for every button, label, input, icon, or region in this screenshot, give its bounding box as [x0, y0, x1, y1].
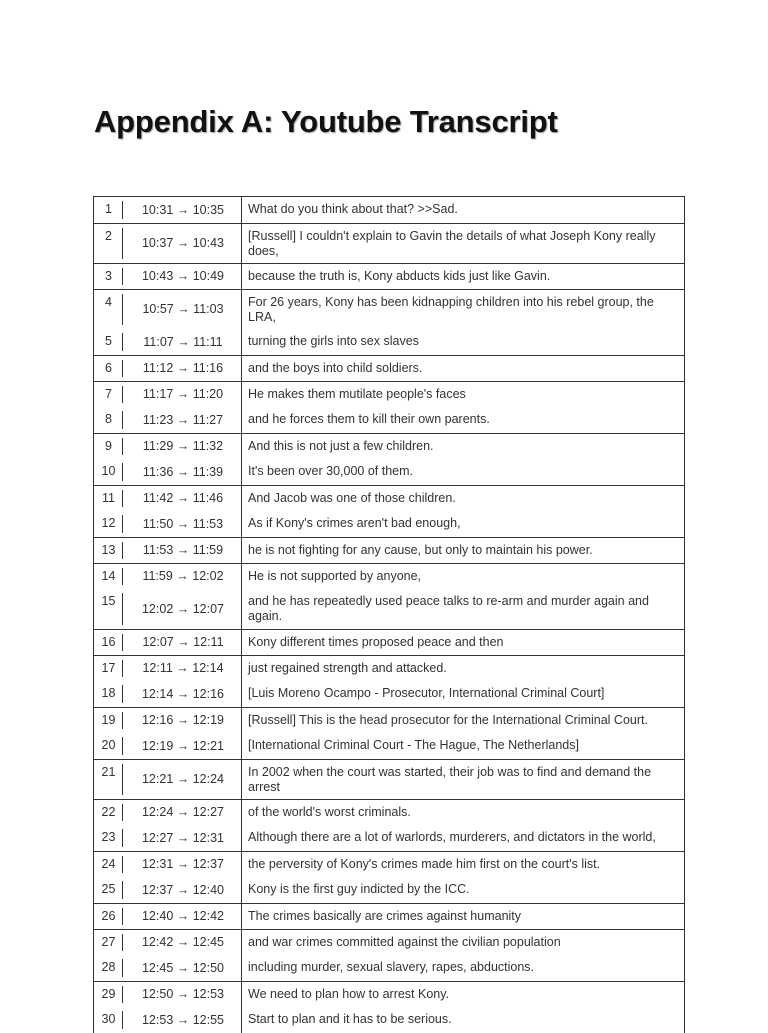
row-number: 15 — [93, 589, 123, 629]
transcript-row — [93, 511, 684, 537]
row-timestamp: 12:40 → 12:42 — [141, 909, 224, 923]
transcript-row — [93, 589, 684, 629]
transcript-row — [93, 655, 684, 681]
row-timestamp: 11:42 → 11:46 — [142, 491, 224, 505]
row-timestamp: 12:42 → 12:45 — [141, 935, 224, 949]
row-timestamp: 12:37 → 12:40 — [141, 882, 224, 897]
row-timestamp: 11:29 → 11:32 — [142, 439, 224, 453]
row-number: 5 — [93, 329, 123, 355]
row-timestamp: 11:07 → 11:11 — [143, 334, 223, 349]
row-timestamp: 12:21 → 12:24 — [141, 772, 224, 786]
transcript-row — [93, 825, 684, 851]
row-timestamp: 10:57 → 11:03 — [142, 302, 224, 316]
row-number: 17 — [93, 656, 123, 681]
row-caption-text: [International Criminal Court - The Hague, The Netherlands] — [241, 733, 684, 759]
row-caption-text: Kony is the first guy indicted by the ICC. — [241, 877, 684, 903]
row-timestamp: 11:59 → 12:02 — [142, 569, 224, 583]
row-number: 6 — [93, 356, 123, 381]
row-number: 27 — [93, 930, 123, 955]
row-caption-text: It's been over 30,000 of them. — [241, 459, 684, 485]
row-number: 26 — [93, 904, 123, 929]
row-number: 29 — [93, 982, 123, 1007]
row-caption-text: and war crimes committed against the civilian population — [241, 930, 684, 955]
transcript-row — [93, 1007, 684, 1033]
row-timestamp: 12:11 → 12:14 — [142, 661, 224, 675]
row-number: 8 — [93, 407, 123, 433]
transcript-row — [93, 681, 684, 707]
transcript-row — [93, 955, 684, 981]
row-number: 10 — [93, 459, 123, 485]
transcript-row — [93, 629, 684, 655]
row-timestamp: 11:53 → 11:59 — [142, 543, 224, 557]
row-caption-text: And Jacob was one of those children. — [241, 486, 684, 511]
transcript-row — [93, 355, 684, 381]
transcript-row — [93, 263, 684, 289]
row-number: 14 — [93, 564, 123, 589]
row-caption-text: We need to plan how to arrest Kony. — [241, 982, 684, 1007]
transcript-row — [93, 929, 684, 955]
row-timestamp: 11:50 → 11:53 — [142, 516, 224, 531]
row-caption-text: because the truth is, Kony abducts kids just like Gavin. — [241, 264, 684, 289]
row-number: 21 — [93, 760, 123, 799]
transcript-row — [93, 485, 684, 511]
row-number: 12 — [93, 511, 123, 537]
row-number: 2 — [93, 224, 123, 263]
transcript-row — [93, 381, 684, 407]
transcript-row — [93, 759, 684, 799]
row-number: 4 — [93, 290, 123, 329]
transcript-row — [93, 433, 684, 459]
row-caption-text: As if Kony's crimes aren't bad enough, — [241, 511, 684, 537]
row-caption-text: and the boys into child soldiers. — [241, 356, 684, 381]
row-timestamp: 12:02 → 12:07 — [141, 601, 224, 616]
row-timestamp: 11:36 → 11:39 — [142, 464, 224, 479]
transcript-row — [93, 537, 684, 563]
transcript-row — [93, 563, 684, 589]
transcript-row — [93, 799, 684, 825]
row-number: 9 — [93, 434, 123, 459]
row-caption-text: [Russell] I couldn't explain to Gavin the details of what Joseph Kony really does, — [241, 224, 684, 263]
row-caption-text: The crimes basically are crimes against humanity — [241, 904, 684, 929]
transcript-row — [93, 329, 684, 355]
row-timestamp: 12:31 → 12:37 — [141, 857, 224, 871]
row-caption-text: [Luis Moreno Ocampo - Prosecutor, International Criminal Court] — [241, 681, 684, 707]
row-caption-text: he is not fighting for any cause, but only to maintain his power. — [241, 538, 684, 563]
row-caption-text: the perversity of Kony's crimes made him first on the court's list. — [241, 852, 684, 877]
row-number: 11 — [93, 486, 123, 511]
row-number: 3 — [93, 264, 123, 289]
row-caption-text: of the world's worst criminals. — [241, 800, 684, 825]
row-caption-text: turning the girls into sex slaves — [241, 329, 684, 355]
row-caption-text: Although there are a lot of warlords, murderers, and dictators in the world, — [241, 825, 684, 851]
transcript-row — [93, 877, 684, 903]
row-timestamp: 11:12 → 11:16 — [142, 361, 224, 375]
row-caption-text: including murder, sexual slavery, rapes, abductions. — [241, 955, 684, 981]
transcript-row — [93, 459, 684, 485]
row-timestamp: 12:07 → 12:11 — [142, 635, 224, 649]
row-number: 20 — [93, 733, 123, 759]
row-caption-text: and he has repeatedly used peace talks to re-arm and murder again and again. — [241, 589, 684, 629]
transcript-row — [93, 707, 684, 733]
row-timestamp: 12:27 → 12:31 — [141, 830, 224, 845]
row-caption-text: and he forces them to kill their own parents. — [241, 407, 684, 433]
row-timestamp: 11:23 → 11:27 — [142, 412, 224, 427]
row-timestamp: 12:53 → 12:55 — [141, 1012, 224, 1027]
row-timestamp: 10:31 → 10:35 — [141, 202, 224, 217]
row-timestamp: 12:16 → 12:19 — [141, 713, 224, 727]
row-timestamp: 12:14 → 12:16 — [141, 686, 224, 701]
row-caption-text: Start to plan and it has to be serious. — [241, 1007, 684, 1033]
row-timestamp: 11:17 → 11:20 — [142, 387, 224, 401]
transcript-row — [93, 981, 684, 1007]
row-number: 16 — [93, 630, 123, 655]
row-caption-text: He makes them mutilate people's faces — [241, 382, 684, 407]
transcript-table — [93, 196, 685, 1033]
row-caption-text: He is not supported by anyone, — [241, 564, 684, 589]
transcript-row — [93, 903, 684, 929]
row-caption-text: For 26 years, Kony has been kidnapping children into his rebel group, the LRA, — [241, 290, 684, 329]
transcript-row — [93, 733, 684, 759]
row-number: 30 — [93, 1007, 123, 1033]
row-timestamp: 12:50 → 12:53 — [141, 987, 224, 1001]
transcript-row — [93, 289, 684, 329]
row-caption-text: What do you think about that? >>Sad. — [241, 197, 684, 223]
row-number: 22 — [93, 800, 123, 825]
row-number: 23 — [93, 825, 123, 851]
row-caption-text: Kony different times proposed peace and then — [241, 630, 684, 655]
row-number: 19 — [93, 708, 123, 733]
row-number: 7 — [93, 382, 123, 407]
row-timestamp: 10:43 → 10:49 — [141, 269, 224, 283]
transcript-row — [93, 851, 684, 877]
row-caption-text: And this is not just a few children. — [241, 434, 684, 459]
transcript-row — [93, 223, 684, 263]
row-timestamp: 12:19 → 12:21 — [141, 738, 224, 753]
row-caption-text: just regained strength and attacked. — [241, 656, 684, 681]
row-number: 1 — [93, 197, 123, 223]
row-number: 18 — [93, 681, 123, 707]
transcript-row — [93, 407, 684, 433]
row-timestamp: 12:45 → 12:50 — [141, 960, 224, 975]
row-caption-text: [Russell] This is the head prosecutor for the International Criminal Court. — [241, 708, 684, 733]
row-caption-text: In 2002 when the court was started, their job was to find and demand the arrest — [241, 760, 684, 799]
row-timestamp: 10:37 → 10:43 — [141, 236, 224, 250]
page-title: Appendix A: Youtube Transcript — [94, 104, 558, 139]
row-number: 25 — [93, 877, 123, 903]
row-timestamp: 12:24 → 12:27 — [141, 805, 224, 819]
row-number: 28 — [93, 955, 123, 981]
row-number: 13 — [93, 538, 123, 563]
row-number: 24 — [93, 852, 123, 877]
transcript-row — [93, 197, 684, 223]
